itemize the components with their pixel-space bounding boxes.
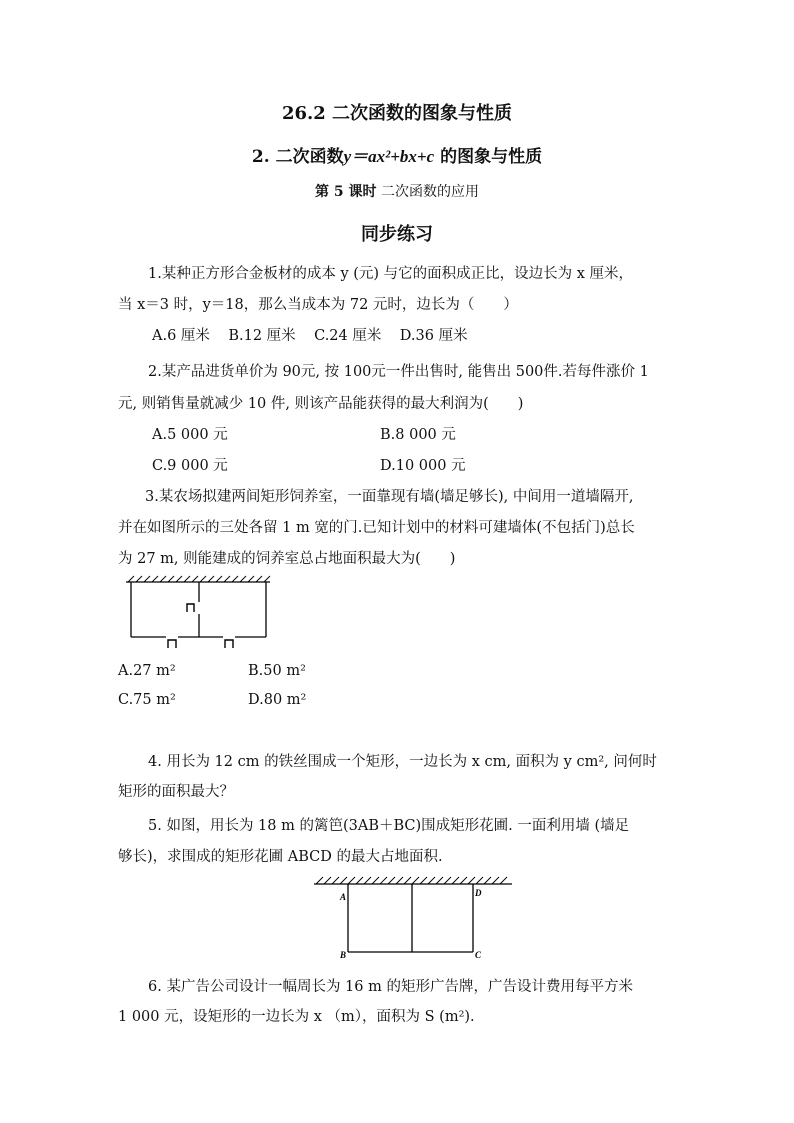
q2-option-b: B.8 000 元 (380, 427, 456, 443)
q5-label-c: C (475, 950, 482, 960)
chapter-subtitle (0, 142, 794, 167)
q2-option-c: C.9 000 元 (152, 458, 228, 474)
q5-label-d: D (475, 888, 482, 898)
q2-option-a: A.5 000 元 (152, 427, 228, 443)
lesson-number: 第 5 课时 (315, 184, 377, 200)
q2-option-d: D.10 000 元 (380, 458, 466, 474)
q4-line2: 矩形的面积最大？ (118, 784, 234, 800)
q4-line1: 4. 用长为 12 cm 的铁丝围成一个矩形，一边长为 x cm, 面积为 y cm², 问何时 (148, 754, 657, 770)
q3-pen-walls (131, 582, 266, 637)
q3-option-a: A.27 m² (118, 663, 176, 679)
q3-option-b: B.50 m² (248, 663, 306, 679)
q6-line2: 1 000 元，设矩形的一边长为 x （m），面积为 S (m²). (118, 1009, 475, 1025)
lesson-topic: 二次函数的应用 (376, 184, 479, 200)
section-heading: 同步练习 (361, 224, 433, 245)
q1-line2: 当 x＝3 时，y＝18，那么当成本为 72 元时，边长为（ ） (118, 297, 518, 313)
q5-line2: 够长)，求围成的矩形花圃 ABCD 的最大占地面积. (118, 849, 443, 865)
page-title: 26.2 二次函数的图象与性质 (281, 103, 513, 124)
q3-pen-diagram (118, 572, 278, 652)
q3-wall (126, 576, 270, 582)
q3-option-c: C.75 m² (118, 692, 176, 708)
q3-option-d: D.80 m² (248, 692, 307, 708)
subtitle-prefix: 2. 二次函数 (251, 147, 344, 167)
q3-door-left (168, 640, 176, 648)
q1-options: A.6 厘米 B.12 厘米 C.24 厘米 D.36 厘米 (152, 328, 468, 344)
q5-garden-diagram (310, 872, 520, 964)
q3-line2: 并在如图所示的三处各留 1 m 宽的门.已知计划中的材料可建墙体(不包括门)总长 (118, 520, 635, 536)
q3-door-right (225, 640, 233, 648)
q2-line2: 元, 则销售量就减少 10 件, 则该产品能获得的最大利润为( ) (118, 396, 524, 412)
subtitle-suffix: 的图象与性质 (434, 147, 543, 167)
q5-label-a: A (340, 892, 347, 902)
subtitle-formula: y＝ax²+bx+c (343, 147, 435, 166)
lesson-heading (0, 181, 794, 201)
q5-label-b: B (340, 950, 347, 960)
q5-line1: 5. 如图，用长为 18 m 的篱笆(3AB＋BC)围成矩形花圃. 一面利用墙 (墙足 (148, 818, 630, 834)
q6-line1: 6. 某广告公司设计一幅周长为 16 m 的矩形广告牌，广告设计费用每平方米 (148, 979, 633, 995)
q2-line1: 2.某产品进货单价为 90元, 按 100元一件出售时, 能售出 500件.若每件涨价 1 (148, 364, 649, 380)
q5-fence (348, 884, 473, 952)
q5-wall (314, 877, 512, 884)
q3-line3: 为 27 m, 则能建成的饲养室总占地面积最大为( ) (118, 551, 456, 567)
q3-door-middle (187, 604, 194, 612)
q1-line1: 1.某种正方形合金板材的成本 y (元) 与它的面积成正比，设边长为 x 厘米， (148, 266, 634, 282)
q3-line1: 3.某农场拟建两间矩形饲养室，一面靠现有墙(墙足够长), 中间用一道墙隔开, (145, 489, 634, 505)
